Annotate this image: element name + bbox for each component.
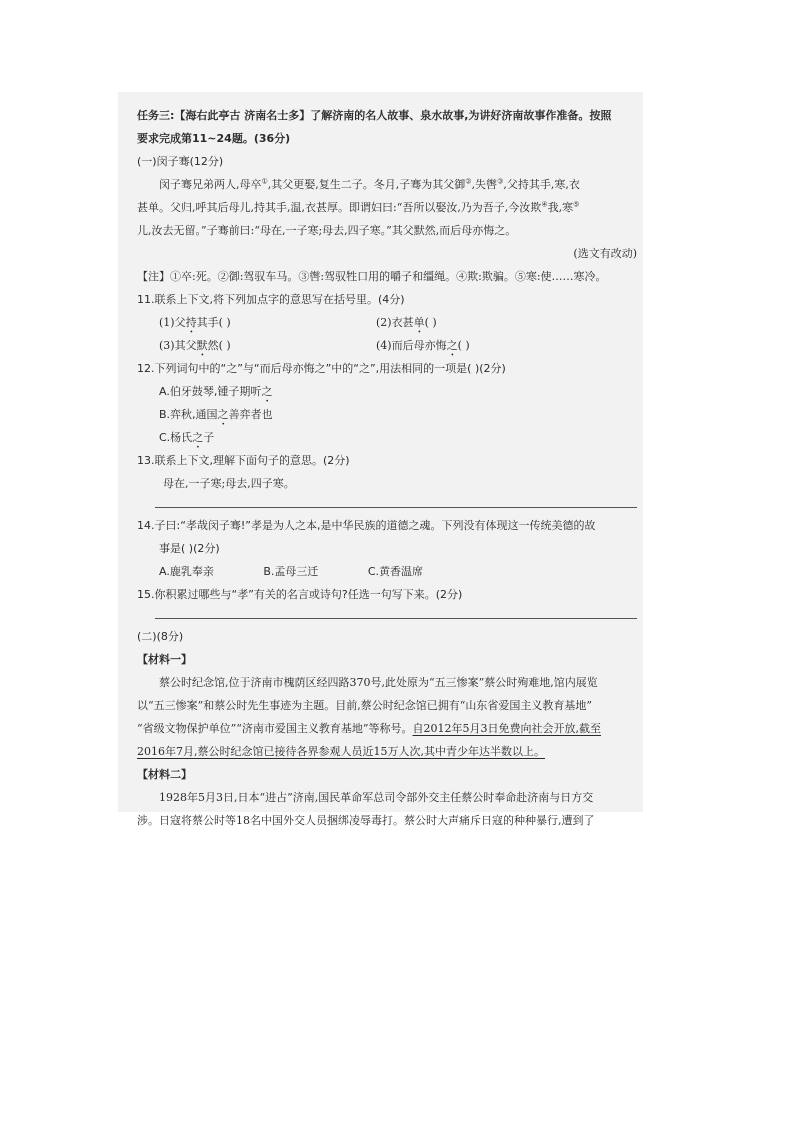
material-1-title: 【材料一】 <box>137 653 192 666</box>
source-note: (选文有改动) <box>573 247 637 260</box>
material-1-line-4: 2016年7月,蔡公时纪念馆已接待各界参观人员近15万人次,其中青少年达半数以上。 <box>137 745 545 758</box>
q14-option-b[interactable]: B.孟母三迁 <box>263 565 319 578</box>
q11-item-2[interactable]: (2)衣甚单( ) <box>376 316 437 329</box>
q14-option-c[interactable]: C.黄香温席 <box>367 565 424 578</box>
material-1-line-3: “省级文物保护单位”“济南市爱国主义教育基地”等称号。自2012年5月3日免费向社会开放,截至 <box>137 722 601 735</box>
footnotes: 【注】①卒:死。②御:驾驭车马。③辔:驾驭牲口用的嚼子和缰绳。④欺:欺骗。⑤寒:使……寒冷。 <box>137 270 607 283</box>
task-header: 任务三:【海右此亭古 济南名士多】了解济南的名人故事、泉水故事,为讲好济南故事作准备。按照 <box>137 109 612 122</box>
section-1-title: (一)闵子骞(12分) <box>137 155 224 168</box>
passage-line-2: 甚单。父归,呼其后母儿,持其手,温,衣甚厚。即谓妇曰:“吾所以娶汝,乃为吾子,今汝欺④我,寒⑤ <box>137 200 580 214</box>
underlined-sentence: 自2012年5月3日免费向社会开放,截至 <box>412 722 601 735</box>
question-14: 14.子曰:“孝哉闵子骞!”孝是为人之本,是中华民族的道德之魂。下列没有体现这一传统美德的故 <box>137 519 596 532</box>
q11-row-1 <box>137 311 637 334</box>
task-header-line2: 要求完成第11~24题。(36分) <box>137 132 291 145</box>
question-14-cont: 事是( )(2分) <box>159 542 220 555</box>
q12-option-c[interactable]: C.杨氏之子 <box>159 431 215 444</box>
material-2-line-1: 1928年5月3日,日本“进占”济南,国民革命军总司令部外交主任蔡公时奉命赴济南与日方交 <box>159 791 594 804</box>
q12-option-b[interactable]: B.弈秋,通国之善弈者也 <box>159 408 273 421</box>
question-15: 15.你积累过哪些与“孝”有关的名言或诗句?任选一句写下来。(2分) <box>137 588 463 601</box>
question-13: 13.联系上下文,理解下面句子的意思。(2分) <box>137 454 350 467</box>
section-2-title: (二)(8分) <box>137 630 184 643</box>
q13-sentence: 母在,一子寒;母去,四子寒。 <box>163 477 295 490</box>
q15-answer-line[interactable] <box>155 608 637 619</box>
q11-row-2 <box>137 334 637 357</box>
q13-answer-line[interactable] <box>155 497 637 508</box>
q11-item-1[interactable]: (1)父持其手( ) <box>159 316 231 329</box>
q14-option-a[interactable]: A.鹿乳奉亲 <box>159 565 214 578</box>
material-2-line-2: 涉。日寇将蔡公时等18名中国外交人员捆绑凌辱毒打。蔡公时大声痛斥日寇的种种暴行,遭到了 <box>137 814 595 827</box>
document-body <box>137 104 637 832</box>
material-2-title: 【材料二】 <box>137 768 192 781</box>
passage-line-1: 闵子骞兄弟两人,母卒①,其父更娶,复生二子。冬月,子骞为其父御②,失辔③,父持其手,寒,衣 <box>159 177 580 191</box>
q12-option-a[interactable]: A.伯牙鼓琴,锺子期听之 <box>159 385 273 398</box>
question-11: 11.联系上下文,将下列加点字的意思写在括号里。(4分) <box>137 293 405 306</box>
material-1-line-2: 以“五三惨案”和蔡公时先生事迹为主题。目前,蔡公时纪念馆已拥有“山东省爱国主义教育基地” <box>137 699 592 712</box>
q11-item-4[interactable]: (4)而后母亦悔之( ) <box>376 339 470 352</box>
passage-line-3: 儿,汝去无留。”子骞前曰:“母在,一子寒;母去,四子寒。”其父默然,而后母亦悔之。 <box>137 224 517 237</box>
q14-options <box>137 560 637 583</box>
material-1-line-1: 蔡公时纪念馆,位于济南市槐荫区经四路370号,此处原为“五三惨案”蔡公时殉难地,馆内展览 <box>159 676 598 689</box>
q11-item-3[interactable]: (3)其父默然( ) <box>159 339 231 352</box>
question-12: 12.下列词句中的“之”与“而后母亦悔之”中的“之”,用法相同的一项是( )(2分) <box>137 362 506 375</box>
